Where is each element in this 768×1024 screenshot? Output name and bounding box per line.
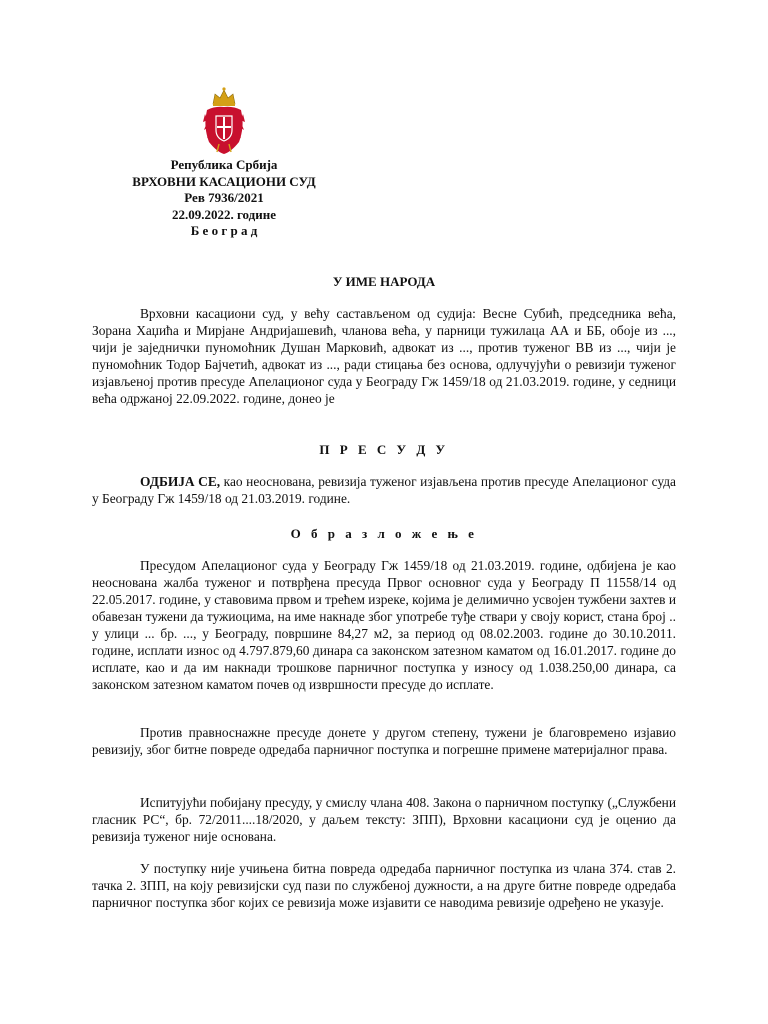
decision-date: 22.09.2022. године [171, 206, 277, 222]
intro-paragraph: Врховни касациони суд, у већу састављеном од судија: Весне Субић, председника већа, Зорана Хаџића и Мирјане Андријашевић, чланова већа, у парници тужилаца АА и ББ, обоје из ..., чији је заједнички пуномоћник Душан Марковић, адвокат из ..., против туженог ВВ из ..., чији је пуномоћник Тодор Бајчетић, адвокат из ..., ради стицања без основа, одлучујући о ревизији туженог изјављеној против пресуде Апелационог суда у Београду Гж 1459/18 од 21.03.2019. године, у седници већа одржаној 22.09.2022. године, донео је [92, 306, 676, 406]
case-number: Рев 7936/2021 [184, 190, 264, 205]
reasoning-paragraph-1: Пресудом Апелационог суда у Београду Гж 1459/18 од 21.03.2019. године, одбијена је као неоснована жалба туженог и потврђена пресуда Првог основног суда у Београду П 11558/14 од 22.05.2017. године, у ставовима првом и трећем изреке, којима је делимично усвојен тужбени захтев и обавезан тужени да тужиоцима, на име накнаде због употребе туђе ствари у своју корист, стана број .. у улици ... бр. ..., у Београду, површине 84,27 м2, за период од 08.02.2003. године до 30.10.2011. године, исплати износ од 4.797.879,60 динара са законском затезном каматом од 16.01.2017. године до исплате, као и да им накнади трошкове парничног поступка у износу од 1.038.250,00 динара, са законском затезном каматом почев од извршности пресуде до исплате. [92, 558, 676, 692]
verdict-paragraph [92, 473, 676, 507]
serbian-coat-of-arms-icon [203, 86, 245, 156]
verdict-heading: П Р Е С У Д У [319, 442, 449, 457]
in-the-name-of-people-heading: У ИМЕ НАРОДА [332, 274, 436, 289]
city-name: Б е о г р а д [190, 223, 258, 238]
reasoning-paragraph-2: Против правноснажне пресуде донете у другом степену, тужени је благовремено изјавио ревизију, због битне повреде одредаба парничног поступка и погрешне примене материјалног права. [92, 725, 676, 757]
court-header [92, 157, 356, 240]
republic-name: Република Србија [170, 157, 278, 172]
verdict-text: као неоснована, ревизија туженог изјављена против пресуде Апелационог суда у Београду Гж 1459/18 од 21.03.2019. године. [92, 474, 676, 506]
reasoning-paragraph-3: Испитујући побијану пресуду, у смислу члана 408. Закона о парничном поступку („Службени гласник РС“, бр. 72/2011....18/2020, у даљем тексту: ЗПП), Врховни касациони суд је оценио да ревизија туженог није основана. [92, 795, 676, 844]
court-name: ВРХОВНИ КАСАЦИОНИ СУД [132, 173, 316, 189]
reasoning-heading: О б р а з л о ж е њ е [290, 526, 478, 541]
verdict-lead: ОДБИЈА СЕ, [140, 474, 221, 489]
reasoning-paragraph-4: У поступку није учињена битна повреда одредаба парничног поступка из члана 374. став 2. тачка 2. ЗПП, на коју ревизијски суд пази по службеној дужности, а на друге битне повреде одредаба парничног поступка због којих се ревизија може изјавити се наводима ревизије одређено не указује. [92, 861, 676, 910]
